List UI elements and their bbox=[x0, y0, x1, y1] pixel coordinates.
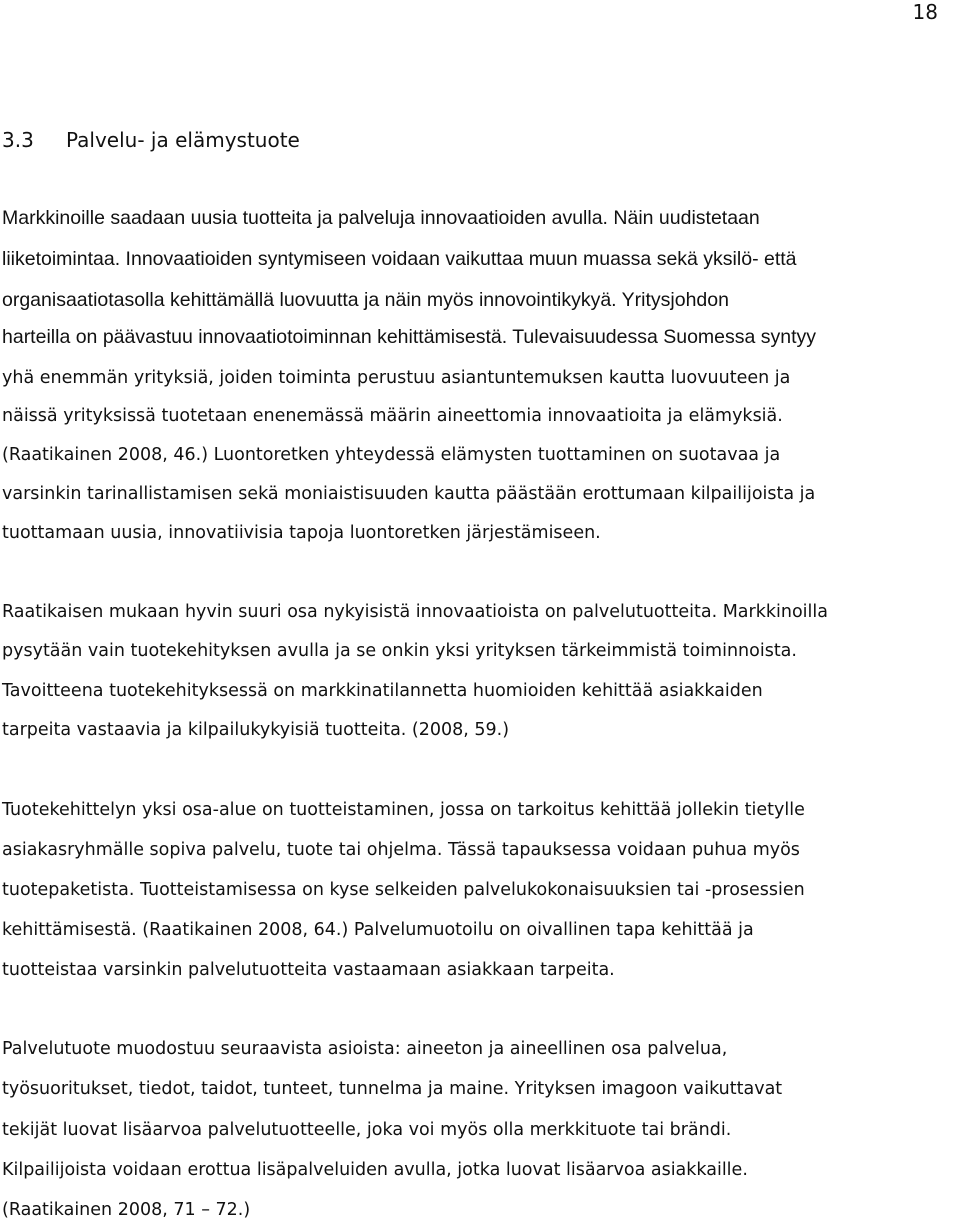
body-line: Kilpailijoista voidaan erottua lisäpalveluiden avulla, jotka luovat lisäarvoa asiakkaille. bbox=[2, 1160, 748, 1180]
body-line: tuottamaan uusia, innovatiivisia tapoja luontoretken järjestämiseen. bbox=[2, 523, 601, 543]
body-line: Palvelutuote muodostuu seuraavista asioista: aineeton ja aineellinen osa palvelua, bbox=[2, 1039, 728, 1059]
body-line: varsinkin tarinallistamisen sekä moniaistisuuden kautta päästään erottumaan kilpailijoista ja bbox=[2, 484, 816, 504]
body-line: tuotepaketista. Tuotteistamisessa on kyse selkeiden palvelukokonaisuuksien tai -prosessien bbox=[2, 880, 805, 900]
body-line: tekijät luovat lisäarvoa palvelutuotteelle, joka voi myös olla merkkituote tai brändi. bbox=[2, 1120, 732, 1140]
body-line: kehittämisestä. (Raatikainen 2008, 64.) Palvelumuotoilu on oivallinen tapa kehittää ja bbox=[2, 920, 754, 940]
body-line bbox=[2, 323, 816, 352]
body-line: asiakasryhmälle sopiva palvelu, tuote tai ohjelma. Tässä tapauksessa voidaan puhua myös bbox=[2, 840, 800, 860]
body-line: (Raatikainen 2008, 46.) Luontoretken yhteydessä elämysten tuottaminen on suotavaa ja bbox=[2, 445, 781, 465]
body-line: Tuotekehittelyn yksi osa-alue on tuotteistaminen, jossa on tarkoitus kehittää jollekin tietylle bbox=[2, 800, 805, 820]
body-line: tuotteistaa varsinkin palvelutuotteita vastaamaan asiakkaan tarpeita. bbox=[2, 960, 615, 980]
body-line: Tavoitteena tuotekehityksessä on markkinatilannetta huomioiden kehittää asiakkaiden bbox=[2, 681, 763, 701]
body-line: organisaatiotasolla kehittämällä luovuutta ja näin myös innovointikykyä. Yritysjohdon bbox=[2, 289, 729, 311]
body-line: tarpeita vastaavia ja kilpailukykyisiä tuotteita. (2008, 59.) bbox=[2, 720, 510, 740]
body-line: Raatikaisen mukaan hyvin suuri osa nykyisistä innovaatioista on palvelutuotteita. Markkinoilla bbox=[2, 602, 828, 622]
body-line: (Raatikainen 2008, 71 – 72.) bbox=[2, 1200, 251, 1220]
body-line: yhä enemmän yrityksiä, joiden toiminta perustuu asiantuntemuksen kautta luovuuteen ja bbox=[2, 368, 791, 388]
page-number: 18 bbox=[912, 0, 938, 24]
section-number: 3.3 bbox=[2, 128, 34, 152]
body-line: pysytään vain tuotekehityksen avulla ja se onkin yksi yrityksen tärkeimmistä toiminnoista. bbox=[2, 641, 797, 661]
body-line: liiketoimintaa. Innovaatioiden syntymiseen voidaan vaikuttaa muun muassa sekä yksilö- että bbox=[2, 248, 797, 270]
body-line: Markkinoille saadaan uusia tuotteita ja palveluja innovaatioiden avulla. Näin uudistetaan bbox=[2, 207, 760, 229]
body-line: näissä yrityksissä tuotetaan enenemässä määrin aineettomia innovaatioita ja elämyksiä. bbox=[2, 406, 783, 426]
section-heading bbox=[2, 126, 300, 154]
section-title: Palvelu- ja elämystuote bbox=[66, 128, 300, 152]
body-line-part: harteilla on päävastuu innovaatiotoiminnan kehittämisestä. Tulevaisuudessa Suomessa syntyy bbox=[2, 326, 817, 348]
body-line: työsuoritukset, tiedot, taidot, tunteet, tunnelma ja maine. Yrityksen imagoon vaikuttavat bbox=[2, 1079, 783, 1099]
